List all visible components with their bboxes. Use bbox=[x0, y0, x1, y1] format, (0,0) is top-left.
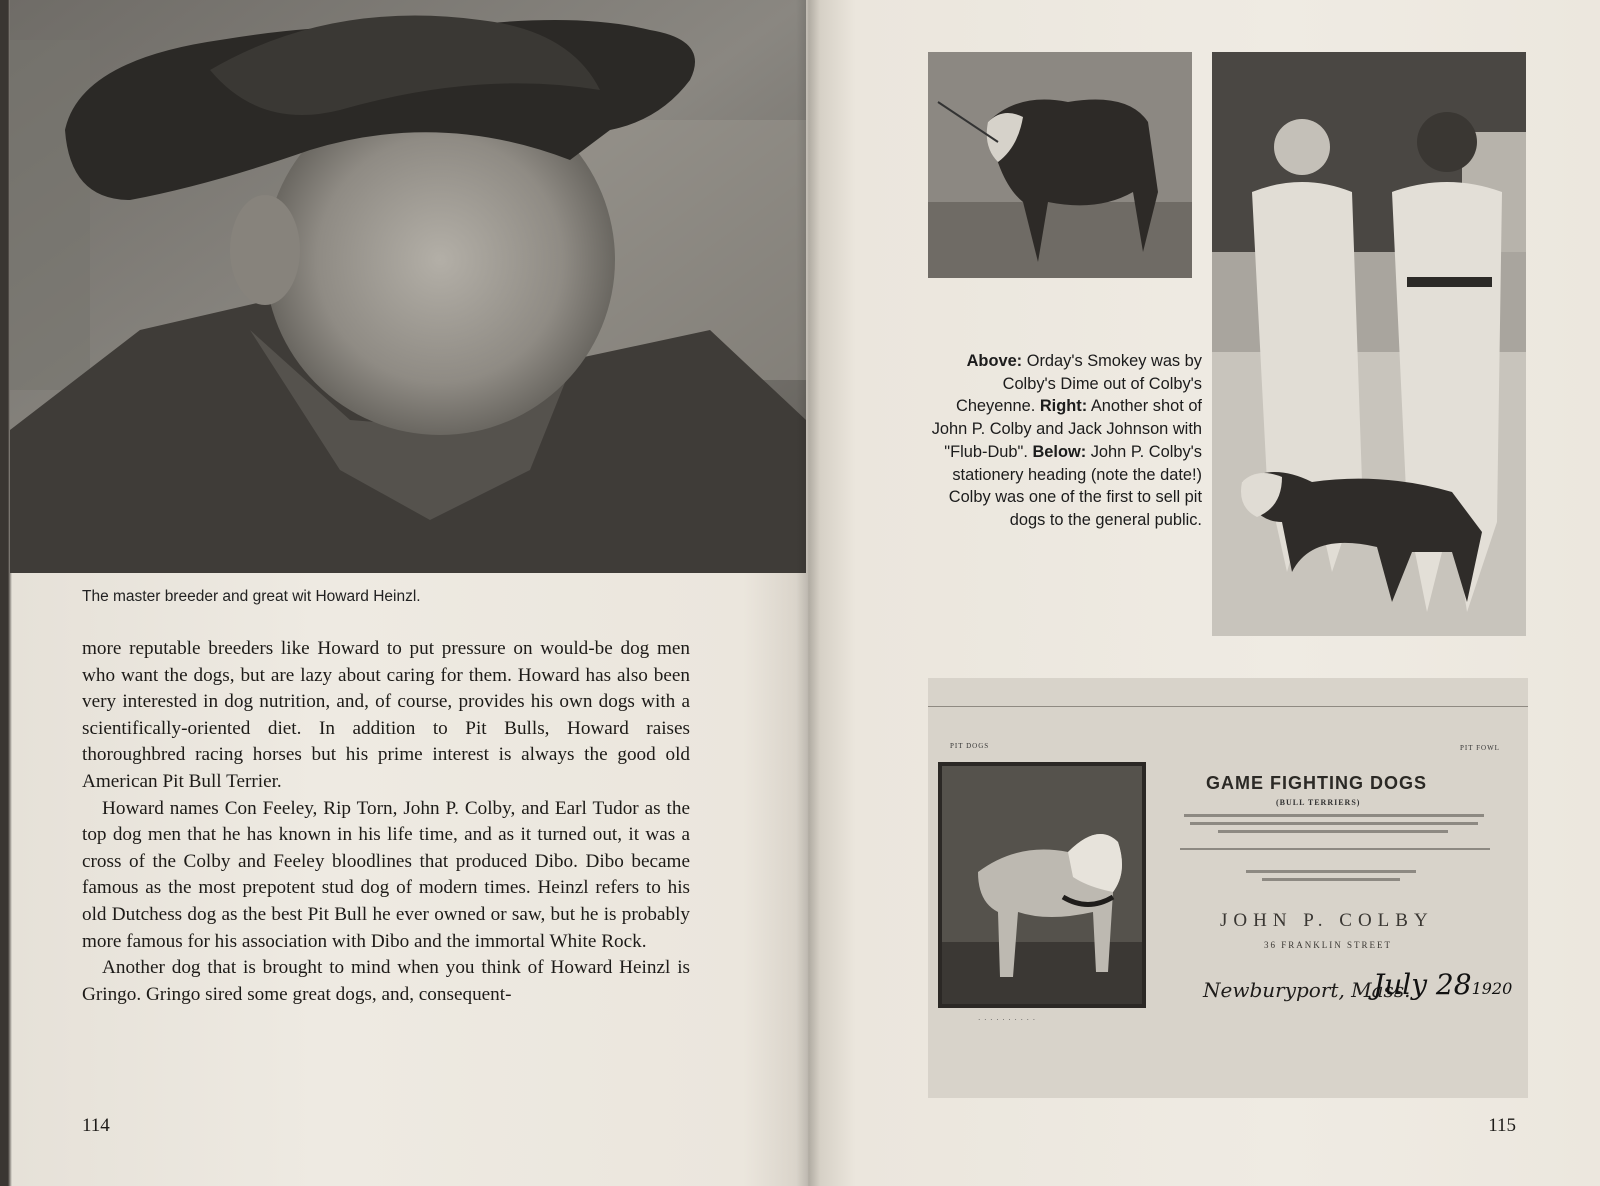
letterhead-rule bbox=[928, 706, 1528, 707]
fine-print-line bbox=[1218, 830, 1448, 833]
photo-captions bbox=[926, 350, 1202, 532]
caption-right-label: Right: bbox=[1039, 397, 1088, 416]
paragraph: Howard names Con Feeley, Rip Torn, John P. Colby, and Earl Tudor as the top dog men that he has known in his life time, and as it turned out, it was a cross of the Colby and Feeley bloodlines that produced Dibo. Dibo became famous as the most prepotent stud dog of modern times. Heinzl refers to his old Dutchess dog as the best Pit Bull he ever owned or saw, but he is probably more famous for his association with Dibo and the immortal White Rock. bbox=[82, 797, 690, 952]
caption-above-text: Orday's Smokey was by Colby's Dime out of Colby's Cheyenne. bbox=[955, 352, 1202, 416]
letterhead-subtitle: (BULL TERRIERS) bbox=[1276, 798, 1361, 807]
dog-photo bbox=[928, 52, 1192, 278]
colby-johnson-photo bbox=[1212, 52, 1526, 636]
paragraph: Another dog that is brought to mind when you think of Howard Heinzl is Gringo. Gringo sired some great dogs, and, consequent- bbox=[82, 957, 690, 1005]
page-number-right: 115 bbox=[1488, 1115, 1516, 1136]
letterhead-date-year: 1920 bbox=[1471, 979, 1513, 998]
letterhead-left-corner: PIT DOGS bbox=[950, 742, 990, 750]
fine-print-line bbox=[1184, 814, 1484, 817]
portrait-caption: The master breeder and great wit Howard Heinzl. bbox=[82, 588, 421, 605]
body-text bbox=[82, 636, 690, 1008]
caption-below-label: Below: bbox=[1032, 442, 1087, 461]
fine-print-line bbox=[1246, 870, 1416, 873]
caption-right-text: Another shot of John P. Colby and Jack Johnson with "Flub-Dub". bbox=[931, 397, 1202, 461]
letterhead-dog-photo bbox=[938, 762, 1146, 1008]
letterhead-date bbox=[1373, 968, 1512, 1001]
book-gutter bbox=[796, 0, 820, 1186]
letterhead-photo-caption: · · · · · · · · · · bbox=[978, 1016, 1037, 1024]
letterhead-right-corner: PIT FOWL bbox=[1460, 744, 1500, 752]
letterhead-name: JOHN P. COLBY bbox=[1220, 910, 1434, 931]
letterhead-place: Newburyport, Mass. bbox=[1203, 978, 1411, 1002]
caption-below-text: John P. Colby's stationery heading (note the date!) Colby was one of the first to sell pit dogs to the general public. bbox=[948, 442, 1202, 529]
letterhead-title: GAME FIGHTING DOGS bbox=[1206, 773, 1428, 793]
fine-print-line bbox=[1190, 822, 1478, 825]
caption-above-label: Above: bbox=[966, 352, 1023, 370]
fine-print-line bbox=[1262, 878, 1400, 881]
letterhead-street: 36 FRANKLIN STREET bbox=[1264, 940, 1392, 950]
letterhead-date-day: July 28 bbox=[1373, 968, 1472, 1001]
right-page bbox=[808, 0, 1600, 1186]
portrait-photo bbox=[10, 0, 806, 573]
stationery-letterhead bbox=[928, 678, 1528, 1098]
fine-print-line bbox=[1180, 848, 1490, 850]
paragraph: more reputable breeders like Howard to put pressure on would-be dog men who want the dogs, but are lazy about caring for them. Howard has also been very interested in dog nutrition, and, of course, provides his own dogs with a scientifically-oriented diet. In addition to Pit Bulls, Howard raises thoroughbred racing horses but his prime interest is always the good old American Pit Bull Terrier. bbox=[82, 638, 690, 792]
page-number-left: 114 bbox=[82, 1115, 110, 1136]
letterhead-paper bbox=[928, 678, 1528, 1098]
